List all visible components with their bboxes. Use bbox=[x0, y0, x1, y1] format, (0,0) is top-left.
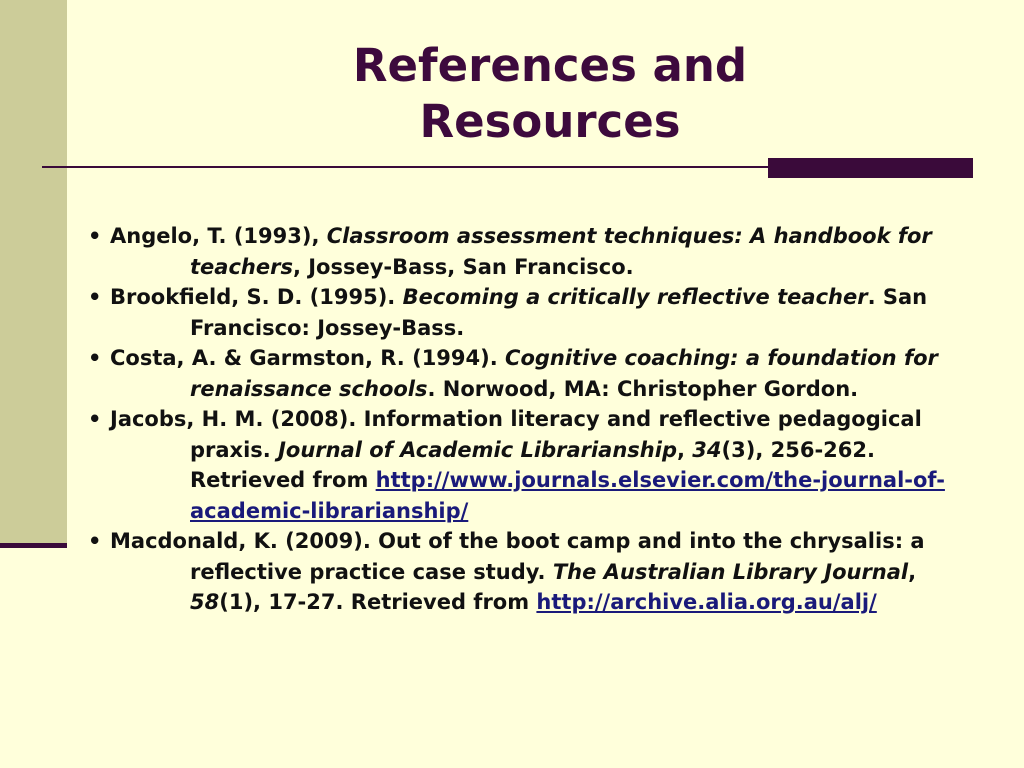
bullet-icon: • bbox=[88, 529, 102, 553]
reference-item bbox=[88, 282, 993, 343]
reference-link[interactable]: http://www.journals.elsevier.com/the-journal-of-academic-librarianship/ bbox=[190, 468, 945, 523]
reference-volume: 34 bbox=[692, 437, 722, 462]
bullet-icon: • bbox=[88, 346, 102, 370]
title-divider-bar bbox=[768, 158, 973, 178]
left-accent-line bbox=[0, 543, 67, 548]
reference-separator: , bbox=[676, 437, 693, 462]
reference-authors: Macdonald, K. (2009). Out of the boot camp and into the chrysalis: a reflective practice case study. bbox=[110, 529, 925, 584]
reference-pages: (1), 17-27. Retrieved from bbox=[219, 590, 537, 614]
slide-title-line-1: References and bbox=[352, 39, 748, 92]
bullet-icon: • bbox=[88, 407, 102, 431]
reference-authors: Brookfield, S. D. (1995). bbox=[110, 285, 403, 309]
reference-title: Becoming a critically reflective teacher bbox=[402, 285, 868, 309]
left-decorative-band bbox=[0, 0, 67, 545]
reference-item bbox=[88, 526, 993, 618]
bullet-icon: • bbox=[88, 224, 102, 248]
reference-publisher: , Jossey-Bass, San Francisco. bbox=[292, 254, 634, 279]
reference-authors: Costa, A. & Garmston, R. (1994). bbox=[110, 346, 506, 370]
reference-separator: , bbox=[908, 559, 917, 584]
reference-title: Cognitive coaching: a foundation for renaissance schools bbox=[190, 346, 938, 401]
title-divider-line bbox=[42, 166, 769, 168]
slide-title bbox=[250, 38, 850, 150]
reference-journal: Journal of Academic Librarianship bbox=[278, 437, 677, 462]
reference-item bbox=[88, 343, 993, 404]
reference-item bbox=[88, 221, 993, 282]
reference-publisher: . San Francisco: Jossey-Bass. bbox=[190, 285, 928, 340]
reference-link[interactable]: http://archive.alia.org.au/alj/ bbox=[536, 590, 877, 614]
bullet-icon: • bbox=[88, 285, 102, 309]
reference-pages: (3), 256-262. Retrieved from bbox=[190, 437, 875, 492]
slide-title-line-2: Resources bbox=[419, 95, 681, 148]
reference-publisher: . Norwood, MA: Christopher Gordon. bbox=[427, 376, 859, 401]
reference-title: Classroom assessment techniques: A handbook for teachers bbox=[190, 224, 932, 279]
reference-volume: 58 bbox=[190, 590, 220, 614]
reference-authors: Angelo, T. (1993), bbox=[110, 224, 327, 248]
reference-list bbox=[88, 221, 993, 618]
reference-journal: The Australian Library Journal bbox=[552, 559, 909, 584]
reference-authors: Jacobs, H. M. (2008). Information literacy and reflective pedagogical praxis. bbox=[110, 407, 922, 462]
reference-item bbox=[88, 404, 993, 526]
